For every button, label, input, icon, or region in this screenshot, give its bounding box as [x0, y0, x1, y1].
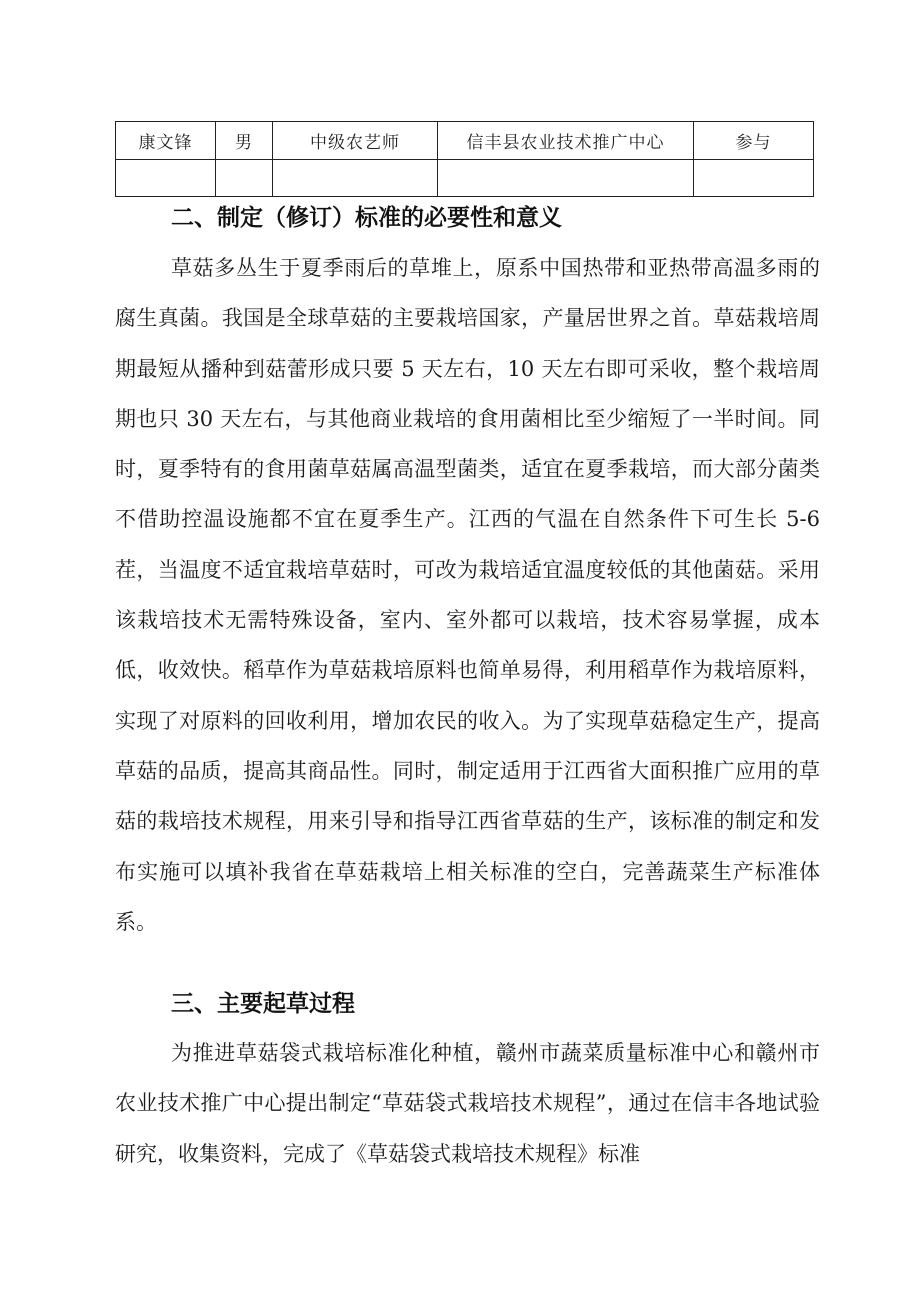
- table-row: [116, 122, 814, 160]
- section-paragraph: 草菇多丛生于夏季雨后的草堆上，原系中国热带和亚热带高温多雨的腐生真菌。我国是全球草菇的主要栽培国家，产量居世界之首。草菇栽培周期最短从播种到菇蕾形成只要 5 天左右，10 天左右即可采收，整个栽培周期也只 30 天左右，与其他商业栽培的食用菌相比至少缩短了一半时间。同时，夏季特有的食用菌草菇属高温型菌类，适宜在夏季栽培，而大部分菌类不借助控温设施都不宜在夏季生产。江西的气温在自然条件下可生长 5-6 茬，当温度不适宜栽培草菇时，可改为栽培适宜温度较低的其他菌菇。采用该栽培技术无需特殊设备，室内、室外都可以栽培，技术容易掌握，成本低，收效快。稻草作为草菇栽培原料也简单易得，利用稻草作为栽培原料，实现了对原料的回收利用，增加农民的收入。为了实现草菇稳定生产，提高草菇的品质，提高其商品性。同时，制定适用于江西省大面积推广应用的草菇的栽培技术规程，用来引导和指导江西省草菇的生产，该标准的制定和发布实施可以填补我省在草菇栽培上相关标准的空白，完善蔬菜生产标准体系。: [115, 256, 820, 934]
- cell-gender: 男: [216, 122, 273, 160]
- section-heading: 二、制定（修订）标准的必要性和意义: [171, 205, 562, 231]
- staff-table: [115, 121, 814, 197]
- section-heading: 三、主要起草过程: [171, 991, 355, 1017]
- cell-role: 参与: [694, 122, 814, 160]
- cell-title: 中级农艺师: [273, 122, 438, 160]
- cell-unit: 信丰县农业技术推广中心: [438, 122, 694, 160]
- cell-role: [694, 160, 814, 197]
- table-row: [116, 160, 814, 197]
- cell-title: [273, 160, 438, 197]
- cell-name: [116, 160, 216, 197]
- cell-gender: [216, 160, 273, 197]
- cell-unit: [438, 160, 694, 197]
- section-paragraph: 为推进草菇袋式栽培标准化种植，赣州市蔬菜质量标准中心和赣州市农业技术推广中心提出制定“草菇袋式栽培技术规程”，通过在信丰各地试验研究，收集资料，完成了《草菇袋式栽培技术规程》标准: [115, 1041, 820, 1166]
- cell-name: 康文锋: [116, 122, 216, 160]
